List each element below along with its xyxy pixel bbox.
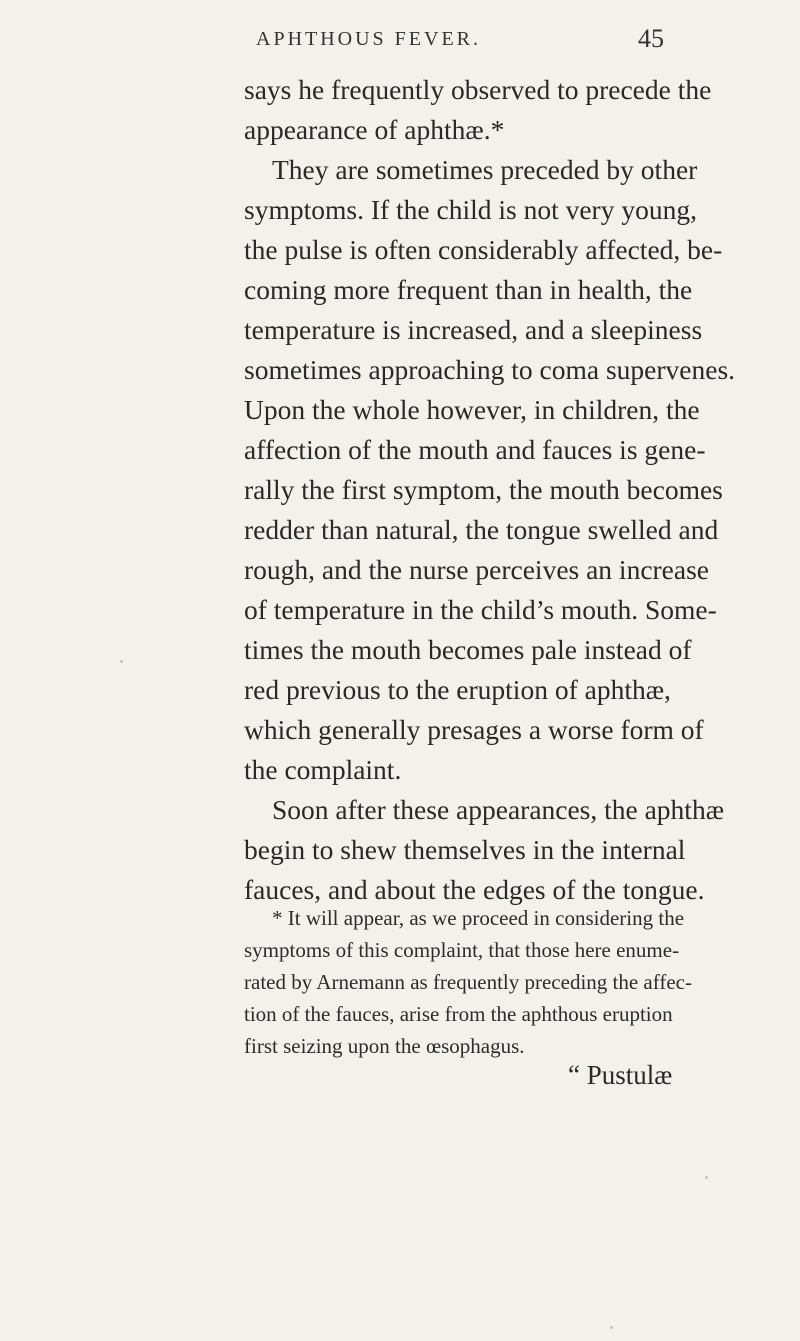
footnote-line: * It will appear, as we proceed in considering the: [272, 906, 685, 930]
text-line: begin to shew themselves in the internal: [244, 834, 686, 865]
paper-speck: [610, 1326, 613, 1329]
page-number: 45: [638, 24, 664, 53]
text-line: says he frequently observed to precede the: [244, 74, 712, 105]
footnote-line: first seizing upon the œsophagus.: [244, 1034, 525, 1058]
catchword: “ Pustulæ: [568, 1060, 673, 1090]
text-line: of temperature in the child’s mouth. Some-: [244, 594, 717, 625]
text-line: fauces, and about the edges of the tongue.: [244, 874, 705, 905]
text-line: times the mouth becomes pale instead of: [244, 634, 692, 665]
footnote-line: symptoms of this complaint, that those here enume-: [244, 938, 680, 962]
text-line: appearance of aphthæ.*: [244, 114, 505, 145]
text-line: Soon after these appearances, the aphthæ: [272, 794, 725, 825]
text-line: affection of the mouth and fauces is gene-: [244, 434, 706, 465]
text-line: rough, and the nurse perceives an increase: [244, 554, 710, 585]
text-line: the complaint.: [244, 754, 402, 785]
text-line: rally the first symptom, the mouth becomes: [244, 474, 723, 505]
text-line: sometimes approaching to coma supervenes.: [244, 354, 736, 385]
text-line: temperature is increased, and a sleepiness: [244, 314, 703, 345]
paper-speck: [120, 660, 123, 663]
text-line: coming more frequent than in health, the: [244, 274, 693, 305]
footnote-line: tion of the fauces, arise from the aphthous eruption: [244, 1002, 673, 1026]
text-line: which generally presages a worse form of: [244, 714, 704, 745]
paper-speck: [705, 1176, 708, 1179]
running-title: APHTHOUS FEVER.: [256, 28, 482, 50]
footnote-line: rated by Arnemann as frequently preceding the affec-: [244, 970, 692, 994]
text-line: the pulse is often considerably affected, be-: [244, 234, 723, 265]
text-line: They are sometimes preceded by other: [272, 154, 698, 185]
running-head: [0, 24, 800, 64]
text-line: red previous to the eruption of aphthæ,: [244, 674, 671, 705]
text-line: symptoms. If the child is not very young,: [244, 194, 697, 225]
text-line: redder than natural, the tongue swelled and: [244, 514, 719, 545]
text-line: Upon the whole however, in children, the: [244, 394, 700, 425]
